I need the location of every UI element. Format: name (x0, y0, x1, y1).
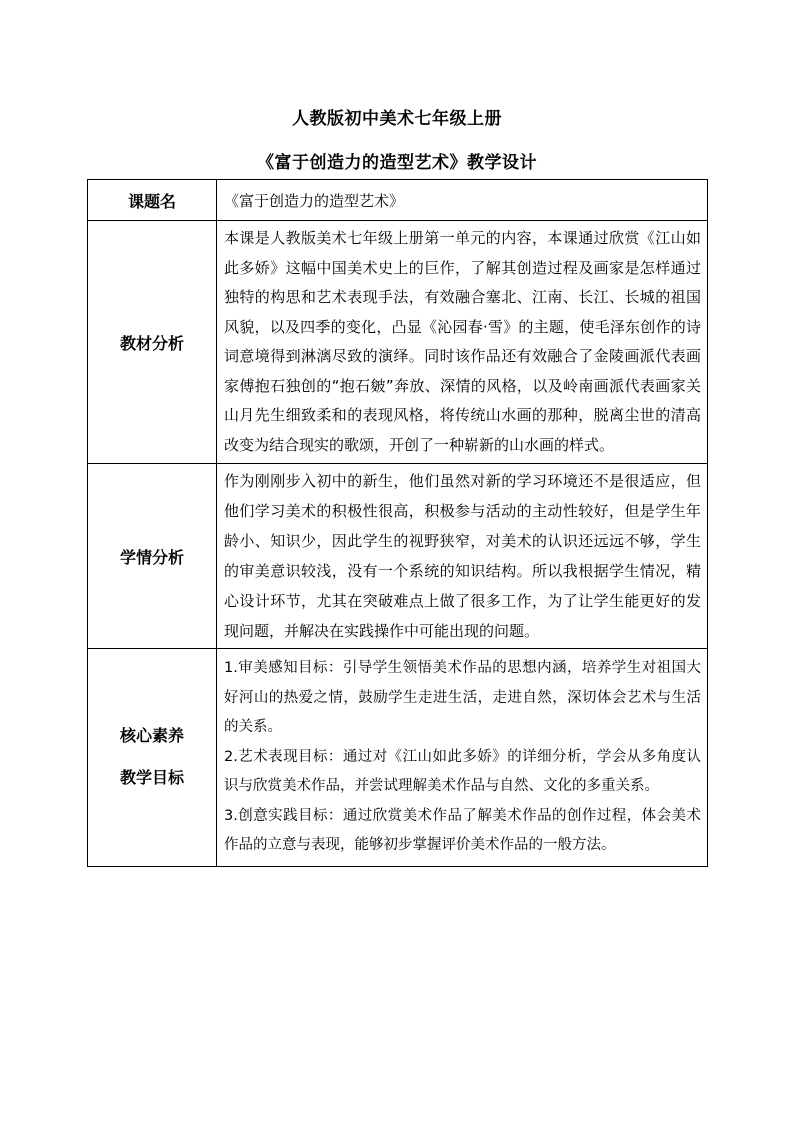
lesson-design-title: 《富于创造力的造型艺术》教学设计 (257, 153, 537, 173)
goal-artistic-expression: 2.艺术表现目标：通过对《江山如此多娇》的详细分析，学会从多角度认识与欣赏美术作品，并尝试理解美术作品与自然、文化的多重关系。 (224, 748, 701, 794)
teaching-goals-label-line2: 教学目标 (119, 768, 184, 788)
goal-creative-practice: 3.创意实践目标：通过欣赏美术作品了解美术作品的创作过程，体会美术作品的立意与表现，能够初步掌握评价美术作品的一般方法。 (224, 807, 701, 853)
lesson-plan-table (87, 179, 708, 867)
table-row-lesson-name (88, 180, 708, 221)
teaching-goals-list (217, 649, 708, 867)
table-row-material-analysis (88, 221, 708, 464)
teaching-goals-label (88, 649, 217, 867)
table-row-student-analysis (88, 464, 708, 649)
goal-aesthetic-perception: 1.审美感知目标：引导学生领悟美术作品的思想内涵，培养学生对祖国大好河山的热爱之情，鼓励学生走进生活，走进自然，深切体会艺术与生活的关系。 (224, 660, 701, 735)
student-analysis-label: 学情分析 (88, 464, 217, 649)
teaching-goals-label-line1: 核心素养 (119, 726, 184, 746)
material-analysis-text: 本课是人教版美术七年级上册第一单元的内容，本课通过欣赏《江山如此多娇》这幅中国美术史上的巨作，了解其创造过程及画家是怎样通过独特的构思和艺术表现手法，有效融合塞北、江南、长江、长城的祖国风貌，以及四季的变化，凸显《沁园春·雪》的主题，使毛泽东创作的诗词意境得到淋漓尽致的演绎。同时该作品还有效融合了金陵画派代表画家傅抱石独创的“抱石皴”奔放、深情的风格，以及岭南画派代表画家关山月先生细致柔和的表现风格，将传统山水画的那种，脱离尘世的清高改变为结合现实的歌颂，开创了一种崭新的山水画的样式。 (217, 221, 708, 464)
student-analysis-text: 作为刚刚步入初中的新生，他们虽然对新的学习环境还不是很适应，但他们学习美术的积极性很高，积极参与活动的主动性较好，但是学生年龄小、知识少，因此学生的视野狭窄，对美术的认识还远远不够，学生的审美意识较浅，没有一个系统的知识结构。所以我根据学生情况，精心设计环节，尤其在突破难点上做了很多工作，为了让学生能更好的发现问题，并解决在实践操作中可能出现的问题。 (217, 464, 708, 649)
lesson-name-value: 《富于创造力的造型艺术》 (217, 180, 708, 221)
lesson-name-label: 课题名 (88, 180, 217, 221)
document-title: 人教版初中美术七年级上册 (292, 109, 502, 129)
table-row-teaching-goals (88, 649, 708, 867)
material-analysis-label: 教材分析 (88, 221, 217, 464)
